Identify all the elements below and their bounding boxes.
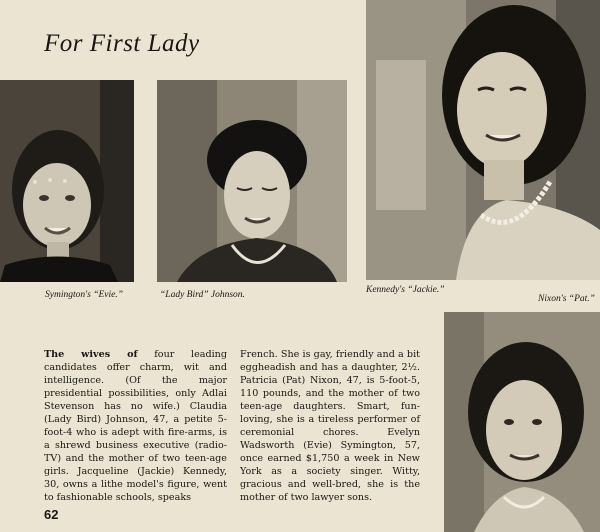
caption-pat: Nixon's “Pat.” (538, 294, 595, 304)
photo-evie-symington (0, 80, 134, 282)
page-number: 62 (44, 507, 59, 522)
article-body-2: French. She is gay, friendly and a bit eggheadish and has a daughter, 2½. Patricia (Pat) Nixon, 47, is 5-foot-5, 110 pounds, and the mother of two teen-age daughters. Smart, fun-loving, she is a tireless performer of ceremonial chores. Evelyn Wadsworth (Evie) Symington, 57, once earned $1,750 a week in New York as a society singer. Witty, gracious and well-bred, she is the mother of two lawyer sons. (240, 349, 420, 503)
article-column-1 (44, 348, 227, 504)
article-column-2 (240, 348, 420, 504)
caption-jackie: Kennedy's “Jackie.” (366, 285, 445, 295)
photo-lady-bird-johnson (157, 80, 347, 282)
article-body-1: four leading candidates offer charm, wit and intelligence. (Of the major presidential possibilities, only Adlai Stevenson has no wife.) Claudia (Lady Bird) Johnson, 47, a petite 5-foot-4 who is adept with fire-arms, is a shrewd business executive (radio-TV) and the mother of two teen-age girls. Jacqueline (Jackie) Kennedy, 30, owns a lithe model's figure, went to fashionable schools, speaks (44, 349, 227, 503)
article-lead: The wives of (44, 349, 138, 360)
page-title: For First Lady (44, 30, 200, 57)
photo-jackie-kennedy (366, 0, 600, 280)
caption-ladybird: “Lady Bird” Johnson. (160, 290, 245, 300)
photo-pat-nixon (444, 312, 600, 532)
caption-evie: Symington's “Evie.” (45, 290, 124, 300)
